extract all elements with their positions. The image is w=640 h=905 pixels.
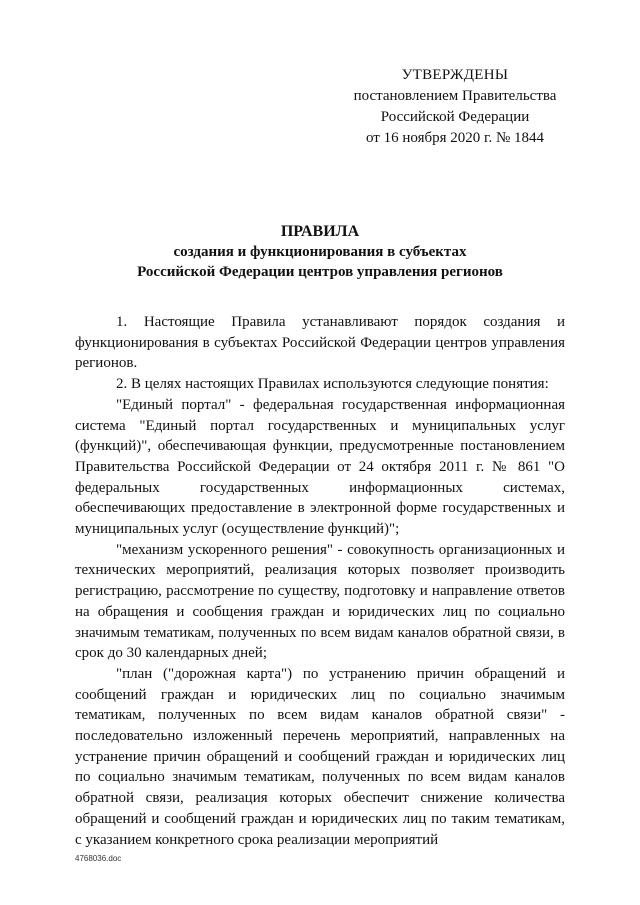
document-title: ПРАВИЛА xyxy=(280,223,360,240)
file-name-footer: 4768036.doc xyxy=(75,854,122,863)
approval-line-2: Российской Федерации xyxy=(380,109,530,125)
document-body xyxy=(75,312,565,850)
subtitle-line-1: создания и функционирования в субъектах xyxy=(173,244,467,260)
paragraph-5: "план ("дорожная карта") по устранению причин обращений и сообщений граждан и юридических лиц по социально значимым тематикам, полученных по всем видам каналов обратной связи" - последовательно изложенный перечень мероприятий, направленных на устранение причин обращений и сообщений граждан и юридических лиц по социально значимым тематикам, полученных по всем видам каналов обратной связи, реализация которых обеспечит снижение количества обращений и сообщений граждан и юридических лиц по таким тематикам, с указанием конкретного срока реализации мероприятий xyxy=(75,665,565,848)
paragraph-1: 1. Настоящие Правила устанавливают порядок создания и функционирования в субъектах Российской Федерации центров управления регионов. xyxy=(75,314,565,372)
paragraph-4: "механизм ускоренного решения" - совокупность организационных и технических мероприятий, реализация которых позволяет производить регистрацию, рассмотрение по существу, подготовку и направление ответов на обращения и сообщения граждан и юридических лиц по социально значимым тематикам, полученных по всем видам каналов обратной связи, в срок до 30 календарных дней; xyxy=(75,541,565,662)
document-subtitle xyxy=(75,242,565,282)
paragraph-3: "Единый портал" - федеральная государственная информационная система "Единый портал государственных и муниципальных услуг (функций)", обеспечивающая функции, предусмотренные постановлением Правительства Российской Федерации от 24 октября 2011 г. № 861 "О федеральных государственных информационных системах, обеспечивающих предоставление в электронной форме государственных и муниципальных услуг (осуществление функций)"; xyxy=(75,396,565,538)
subtitle-line-2: Российской Федерации центров управления регионов xyxy=(137,264,503,280)
paragraph-2: 2. В целях настоящих Правилах используются следующие понятия: xyxy=(116,376,549,393)
approval-stamp: УТВЕРЖДЕНЫ xyxy=(401,67,509,83)
approval-block xyxy=(340,65,570,149)
approval-line-1: постановлением Правительства xyxy=(353,88,557,104)
approval-line-3: от 16 ноября 2020 г. № 1844 xyxy=(365,130,545,146)
